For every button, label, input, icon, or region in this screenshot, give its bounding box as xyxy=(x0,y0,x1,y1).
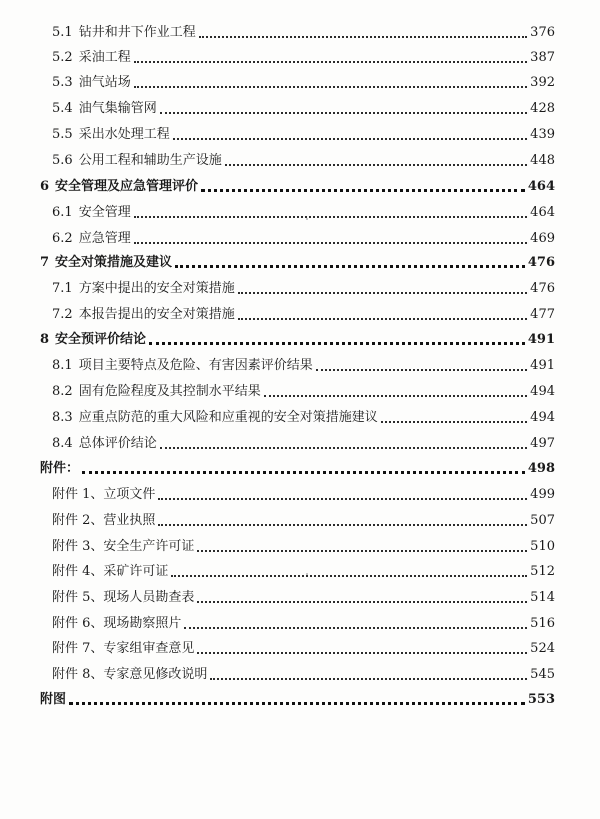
toc-page-number: 476 xyxy=(527,255,555,270)
toc-entry-8-3[interactable] xyxy=(52,402,555,426)
toc-entry-number: 6.1 xyxy=(52,205,73,220)
toc-dot-leader xyxy=(134,85,527,88)
toc-entry-title: 采油工程 xyxy=(78,50,131,65)
toc-page-number: 516 xyxy=(530,616,555,631)
toc-entry-8-1[interactable] xyxy=(52,350,555,374)
toc-attachment-title: 附件 7、专家组审查意见 xyxy=(52,641,195,656)
toc-entry-number: 5.1 xyxy=(52,25,73,40)
toc-page-number: 469 xyxy=(530,231,555,246)
toc-chapter-6[interactable] xyxy=(40,171,555,195)
toc-entry-title: 安全管理 xyxy=(78,205,131,220)
toc-attachment-title: 附件 8、专家意见修改说明 xyxy=(52,667,208,682)
toc-dot-leader xyxy=(197,651,527,654)
toc-dot-leader xyxy=(160,446,527,449)
toc-page-number: 387 xyxy=(530,50,555,65)
toc-entry-number: 5.6 xyxy=(52,153,73,168)
toc-dot-leader xyxy=(158,497,527,500)
toc-dot-leader xyxy=(160,111,527,114)
toc-figures-title: 附图 xyxy=(40,692,67,707)
toc-entry-number: 6.2 xyxy=(52,231,73,246)
toc-page-number: 512 xyxy=(530,564,555,579)
toc-entry-number: 7.2 xyxy=(52,307,73,322)
toc-entry-title: 公用工程和辅助生产设施 xyxy=(78,153,222,168)
toc-dot-leader xyxy=(199,35,527,38)
toc-page-number: 392 xyxy=(530,75,555,90)
toc-page-number: 510 xyxy=(530,539,555,554)
toc-chapter-7[interactable] xyxy=(40,247,555,271)
toc-dot-leader xyxy=(134,60,527,63)
toc-chapter-number: 8 xyxy=(40,332,50,347)
toc-page-number: 464 xyxy=(530,205,555,220)
toc-entry-number: 5.4 xyxy=(52,101,73,116)
toc-entry-number: 8.2 xyxy=(52,384,73,399)
toc-page-number: 428 xyxy=(530,101,555,116)
toc-dot-leader xyxy=(134,215,527,218)
toc-attachment-title: 附件 5、现场人员勘查表 xyxy=(52,590,195,605)
toc-dot-leader xyxy=(175,264,525,268)
scan-speck xyxy=(306,218,308,220)
toc-attachment-title: 附件 6、现场勘察照片 xyxy=(52,616,182,631)
toc-page-number: 448 xyxy=(530,153,555,168)
toc-dot-leader xyxy=(69,701,525,705)
toc-entry-title: 采出水处理工程 xyxy=(78,127,170,142)
toc-attachment-4[interactable] xyxy=(52,556,555,580)
toc-dot-leader xyxy=(225,163,527,166)
toc-page-number: 491 xyxy=(530,358,555,373)
toc-entry-title: 应急管理 xyxy=(78,231,131,246)
toc-appendix-title: 附件： xyxy=(40,461,80,476)
toc-page-number: 497 xyxy=(530,436,555,451)
toc-chapter-number: 6 xyxy=(40,179,50,194)
toc-page-number: 494 xyxy=(530,410,555,425)
toc-page-number: 376 xyxy=(530,25,555,40)
toc-dot-leader xyxy=(238,291,527,294)
toc-dot-leader xyxy=(197,600,527,603)
toc-figures-heading[interactable] xyxy=(40,684,555,708)
toc-attachment-title: 附件 2、营业执照 xyxy=(52,513,156,528)
toc-dot-leader xyxy=(264,394,527,397)
toc-attachment-title: 附件 4、采矿许可证 xyxy=(52,564,169,579)
toc-entry-6-1[interactable] xyxy=(52,197,555,221)
toc-dot-leader xyxy=(173,137,527,140)
toc-entry-6-2[interactable] xyxy=(52,223,555,247)
scan-speck xyxy=(306,573,308,575)
toc-page-number: 439 xyxy=(530,127,555,142)
toc-attachment-1[interactable] xyxy=(52,479,555,503)
toc-entry-8-2[interactable] xyxy=(52,376,555,400)
toc-entry-number: 8.1 xyxy=(52,358,73,373)
toc-entry-title: 钻井和井下作业工程 xyxy=(78,25,196,40)
toc-entry-5-4[interactable] xyxy=(52,93,555,117)
toc-attachment-3[interactable] xyxy=(52,531,555,555)
toc-entry-number: 8.3 xyxy=(52,410,73,425)
toc-page-number: 507 xyxy=(530,513,555,528)
toc-entry-title: 本报告提出的安全对策措施 xyxy=(78,307,235,322)
toc-chapter-number: 7 xyxy=(40,255,50,270)
toc-entry-title: 总体评价结论 xyxy=(78,436,157,451)
toc-dot-leader xyxy=(238,317,527,320)
toc-entry-7-2[interactable] xyxy=(52,299,555,323)
toc-dot-leader xyxy=(158,523,527,526)
toc-entry-title: 油气集输管网 xyxy=(78,101,157,116)
toc-dot-leader xyxy=(381,420,527,423)
toc-attachment-title: 附件 3、安全生产许可证 xyxy=(52,539,195,554)
toc-entry-title: 应重点防范的重大风险和应重视的安全对策措施建议 xyxy=(78,410,378,425)
toc-entry-title: 固有危险程度及其控制水平结果 xyxy=(78,384,261,399)
toc-entry-title: 方案中提出的安全对策措施 xyxy=(78,281,235,296)
toc-page-number: 545 xyxy=(530,667,555,682)
toc-dot-leader xyxy=(316,368,527,371)
toc-entry-title: 油气站场 xyxy=(78,75,131,90)
toc-page-number: 476 xyxy=(530,281,555,296)
toc-entry-5-6[interactable] xyxy=(52,145,555,169)
toc-page-number: 498 xyxy=(527,461,555,476)
toc-page-number: 494 xyxy=(530,384,555,399)
toc-page-number: 491 xyxy=(527,332,555,347)
toc-chapter-8[interactable] xyxy=(40,324,555,348)
toc-appendix-heading[interactable] xyxy=(40,453,555,477)
toc-chapter-title: 安全预评价结论 xyxy=(55,332,147,347)
toc-page-number: 524 xyxy=(530,641,555,656)
toc-entry-number: 7.1 xyxy=(52,281,73,296)
toc-entry-5-5[interactable] xyxy=(52,119,555,143)
toc-entry-title: 项目主要特点及危险、有害因素评价结果 xyxy=(78,358,313,373)
toc-entry-number: 8.4 xyxy=(52,436,73,451)
toc-entry-5-3[interactable] xyxy=(52,67,555,91)
toc-chapter-title: 安全对策措施及建议 xyxy=(55,255,173,270)
toc-page-number: 514 xyxy=(530,590,555,605)
toc-page-number: 553 xyxy=(527,692,555,707)
toc-entry-number: 5.3 xyxy=(52,75,73,90)
toc-page-number: 499 xyxy=(530,487,555,502)
toc-entry-7-1[interactable] xyxy=(52,273,555,297)
toc-entry-5-1[interactable] xyxy=(52,17,555,41)
toc-dot-leader xyxy=(134,241,527,244)
toc-page-number: 477 xyxy=(530,307,555,322)
toc-chapter-title: 安全管理及应急管理评价 xyxy=(55,179,199,194)
toc-dot-leader xyxy=(149,341,525,345)
toc-entry-5-2[interactable] xyxy=(52,42,555,66)
toc-entry-8-4[interactable] xyxy=(52,428,555,452)
toc-page-number: 464 xyxy=(527,179,555,194)
toc-entry-number: 5.5 xyxy=(52,127,73,142)
toc-dot-leader xyxy=(210,677,527,680)
toc-attachment-2[interactable] xyxy=(52,505,555,529)
toc-attachment-7[interactable] xyxy=(52,633,555,657)
toc-entry-number: 5.2 xyxy=(52,50,73,65)
toc-dot-leader xyxy=(197,549,527,552)
toc-attachment-6[interactable] xyxy=(52,608,555,632)
toc-attachment-5[interactable] xyxy=(52,582,555,606)
toc-attachment-8[interactable] xyxy=(52,659,555,683)
toc-dot-leader xyxy=(82,470,525,474)
toc-dot-leader xyxy=(184,626,527,629)
toc-dot-leader xyxy=(171,574,527,577)
toc-attachment-title: 附件 1、立项文件 xyxy=(52,487,156,502)
toc-dot-leader xyxy=(201,188,525,192)
